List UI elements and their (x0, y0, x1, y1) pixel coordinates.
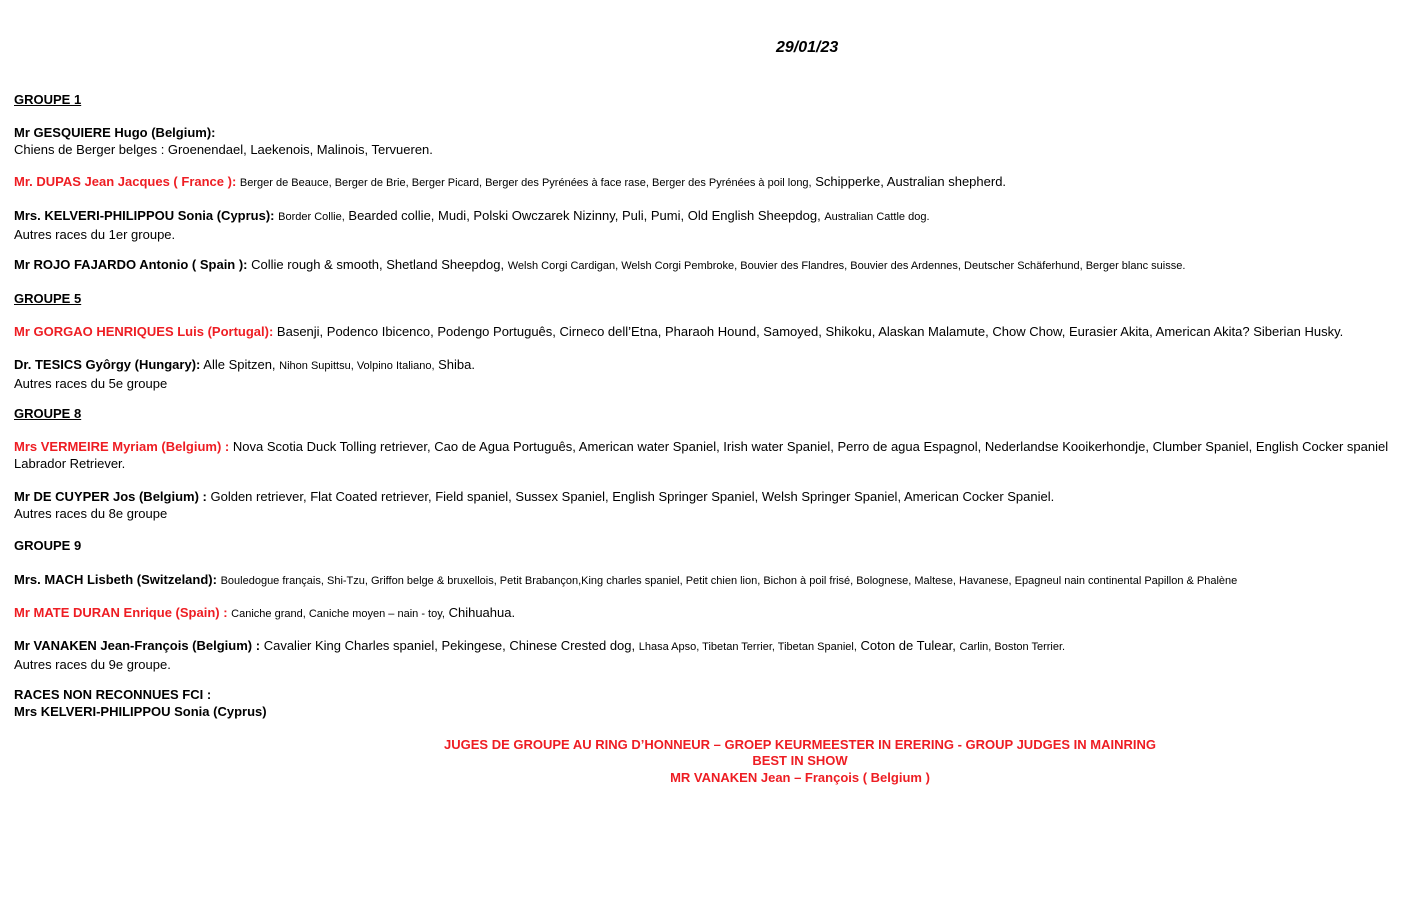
judge-name: Mr. DUPAS Jean Jacques ( France ): (14, 174, 237, 189)
breed-list: Collie rough & smooth, Shetland Sheepdog, (251, 257, 505, 272)
best-in-show-judge: MR VANAKEN Jean – François ( Belgium ) (670, 770, 930, 785)
judge-name: Mr VANAKEN Jean-François (Belgium) : (14, 638, 261, 653)
breed-list-small: Lhasa Apso, Tibetan Terrier, Tibetan Spaniel, (638, 641, 857, 653)
breed-list: Chiens de Berger belges : Groenendael, Laekenois, Malinois, Tervueren. (14, 142, 433, 157)
breed-list: Alle Spitzen, (203, 357, 276, 372)
judge-name: Dr. TESICS Gyôrgy (Hungary): (14, 357, 201, 372)
other-breeds: Autres races du 8e groupe (14, 506, 168, 521)
judge-entry-kelveri (14, 207, 930, 243)
judge-entry-vermeire (14, 438, 1388, 472)
judge-name: Mr GORGAO HENRIQUES Luis (Portugal): (14, 324, 274, 339)
judge-entry-vanaken (14, 637, 1065, 673)
judge-name: Mr ROJO FAJARDO Antonio ( Spain ): (14, 257, 248, 272)
group-judges-mainring: JUGES DE GROUPE AU RING D’HONNEUR – GROEP KEURMEESTER IN ERERING - GROUP JUDGES IN MAINRING (444, 737, 1156, 752)
judge-entry-rojo-fajardo (14, 256, 1185, 275)
breed-list: Coton de Tulear, (860, 638, 956, 653)
breed-list-small: Berger de Beauce, Berger de Brie, Berger Picard, Berger des Pyrénées à face rase, Berger des Pyrénées à poil long, (239, 177, 812, 189)
judge-name: Mrs. KELVERI-PHILIPPOU Sonia (Cyprus): (14, 208, 275, 223)
breed-list: Shiba. (438, 357, 475, 372)
breed-list: Golden retriever, Flat Coated retriever, Field spaniel, Sussex Spaniel, English Springer Spaniel, Welsh Springer Spaniel, American Cocker Spaniel. (210, 489, 1055, 504)
non-fci-judge: Mrs KELVERI-PHILIPPOU Sonia (Cyprus) (14, 704, 267, 719)
judge-entry-de-cuyper (14, 488, 1054, 522)
other-breeds: Autres races du 1er groupe. (14, 227, 176, 242)
judge-name: Mr MATE DURAN Enrique (Spain) : (14, 605, 228, 620)
breed-list: Cavalier King Charles spaniel, Pekingese, Chinese Crested dog, (263, 638, 636, 653)
breed-list-small: Australian Cattle dog. (824, 211, 930, 223)
other-breeds: Autres races du 5e groupe (14, 376, 168, 391)
non-fci-section (14, 686, 267, 720)
breed-list-small: Caniche grand, Caniche moyen – nain - toy, (231, 608, 445, 620)
judge-entry-mach (14, 571, 1237, 590)
breed-list-small: Bouledogue français, Shi-Tzu, Griffon belge & bruxellois, Petit Brabançon,King charles spaniel, Petit chien lion, Bichon à poil frisé, Bolognese, Maltese, Havanese, Epagneul nain continental Papillon & Phalène (220, 575, 1238, 587)
breed-list: Basenji, Podenco Ibicenco, Podengo Português, Cirneco dell’Etna, Pharaoh Hound, Samoyed, Shikoku, Alaskan Malamute, Chow Chow, Eurasier Akita, American Akita? Siberian Husky. (276, 324, 1344, 339)
date: 29/01/23 (776, 39, 839, 56)
group-5-heading: GROUPE 5 (14, 291, 82, 306)
judge-name: Mrs VERMEIRE Myriam (Belgium) : (14, 439, 230, 454)
non-fci-heading: RACES NON RECONNUES FCI : (14, 687, 212, 702)
judge-entry-gesquiere (14, 124, 433, 158)
breed-list-small: Nihon Supittsu, Volpino Italiano, (279, 360, 435, 372)
judge-name: Mr GESQUIERE Hugo (Belgium): (14, 125, 216, 140)
best-in-show-heading: BEST IN SHOW (752, 753, 848, 768)
breed-list-small: Border Collie, (278, 211, 345, 223)
breed-list: Chihuahua. (448, 605, 516, 620)
judge-entry-tesics (14, 356, 475, 392)
group-1-heading: GROUPE 1 (14, 92, 82, 107)
group-9-heading: GROUPE 9 (14, 538, 82, 553)
judge-name: Mr DE CUYPER Jos (Belgium) : (14, 489, 207, 504)
other-breeds: Autres races du 9e groupe. (14, 657, 171, 672)
judge-entry-gorgao (14, 323, 1343, 340)
breed-list: Nova Scotia Duck Tolling retriever, Cao de Agua Português, American water Spaniel, Irish water Spaniel, Perro de agua Espagnol, Nederlandse Kooikerhondje, Clumber Spaniel, English Cocker spaniel (232, 439, 1389, 454)
judge-entry-dupas (14, 173, 1006, 192)
breed-list-small: Welsh Corgi Cardigan, Welsh Corgi Pembroke, Bouvier des Flandres, Bouvier des Ardennes, Deutscher Schäferhund, Berger blanc suisse. (507, 260, 1186, 272)
group-8-heading: GROUPE 8 (14, 406, 82, 421)
breed-list: Bearded collie, Mudi, Polski Owczarek Nizinny, Puli, Pumi, Old English Sheepdog, (348, 208, 821, 223)
judge-entry-mate-duran (14, 604, 515, 623)
judge-name: Mrs. MACH Lisbeth (Switzeland): (14, 572, 217, 587)
breed-list-continued: Labrador Retriever. (14, 456, 126, 471)
breed-list-small: Carlin, Boston Terrier. (959, 641, 1066, 653)
breed-list: Schipperke, Australian shepherd. (815, 174, 1007, 189)
